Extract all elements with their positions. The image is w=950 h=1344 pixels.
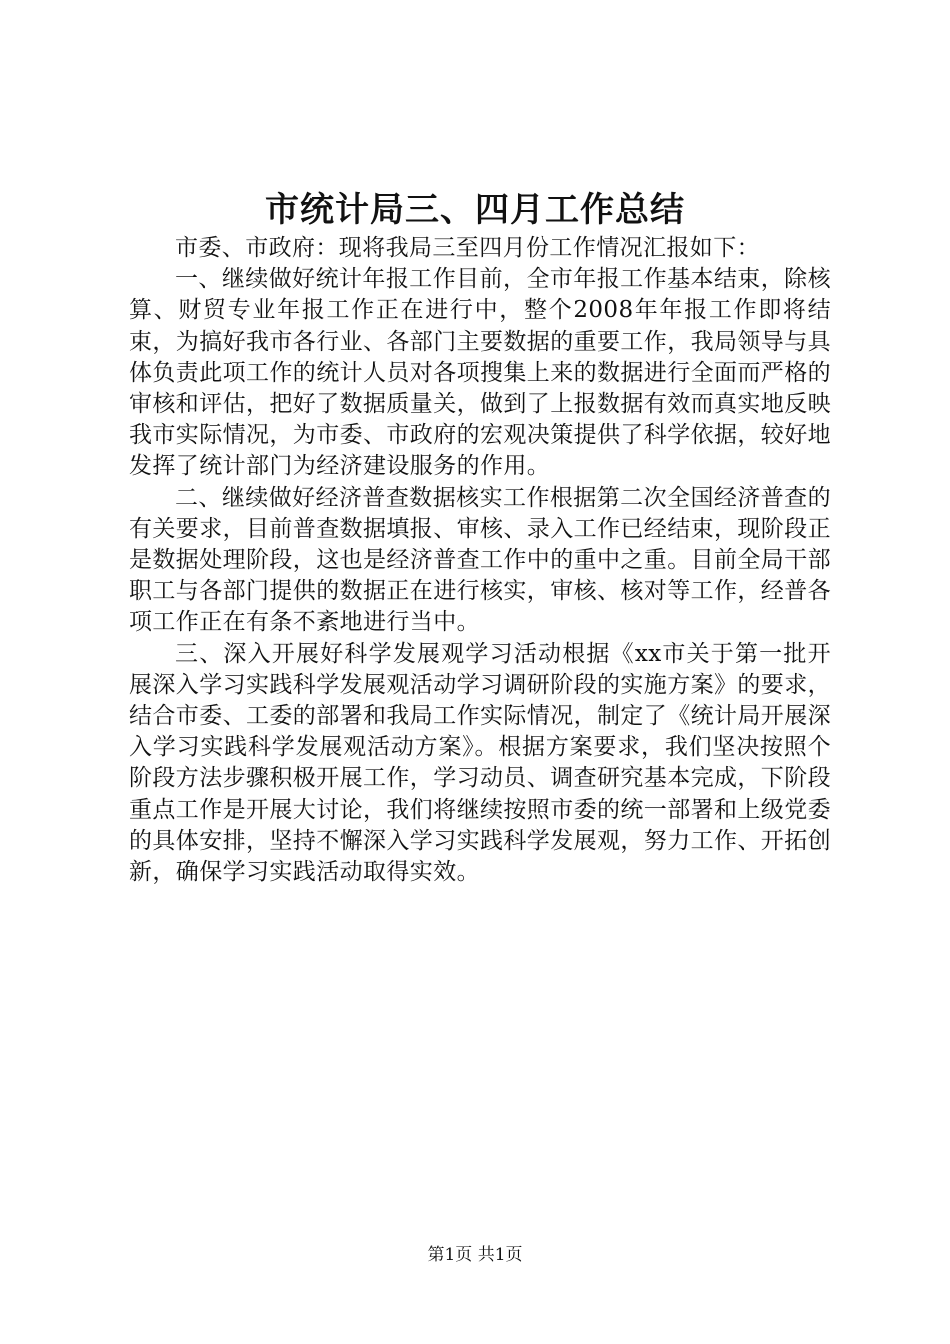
paragraph-annual-report: 一、继续做好统计年报工作目前，全市年报工作基本结束，除核算、财贸专业年报工作正在进行中，整个2008年年报工作即将结束，为搞好我市各行业、各部门主要数据的重要工作，我局领导与具体负责此项工作的统计人员对各项搜集上来的数据进行全面而严格的审核和评估，把好了数据质量关，做到了上报数据有效而真实地反映我市实际情况，为市委、市政府的宏观决策提供了科学依据，较好地发挥了统计部门为经济建设服务的作用。	[129, 266, 831, 480]
paragraph-salutation: 市委、市政府：现将我局三至四月份工作情况汇报如下：	[175, 235, 760, 261]
document-title: 市统计局三、四月工作总结	[265, 190, 685, 230]
document-body	[129, 233, 831, 888]
paragraph-economic-census: 二、继续做好经济普查数据核实工作根据第二次全国经济普查的有关要求，目前普查数据填报、审核、录入工作已经结束，现阶段正是数据处理阶段，这也是经济普查工作中的重中之重。目前全局干部职工与各部门提供的数据正在进行核实，审核、核对等工作，经普各项工作正在有条不紊地进行当中。	[129, 484, 831, 636]
page-footer: 第1页 共1页	[427, 1245, 523, 1265]
paragraph-scientific-development: 三、深入开展好科学发展观学习活动根据《xx市关于第一批开展深入学习实践科学发展观活动学习调研阶段的实施方案》的要求，结合市委、工委的部署和我局工作实际情况，制定了《统计局开展深入学习实践科学发展观活动方案》。根据方案要求，我们坚决按照个阶段方法步骤积极开展工作，学习动员、调查研究基本完成，下阶段重点工作是开展大讨论，我们将继续按照市委的统一部署和上级党委的具体安排，坚持不懈深入学习实践科学发展观，努力工作、开拓创新，确保学习实践活动取得实效。	[129, 640, 831, 886]
